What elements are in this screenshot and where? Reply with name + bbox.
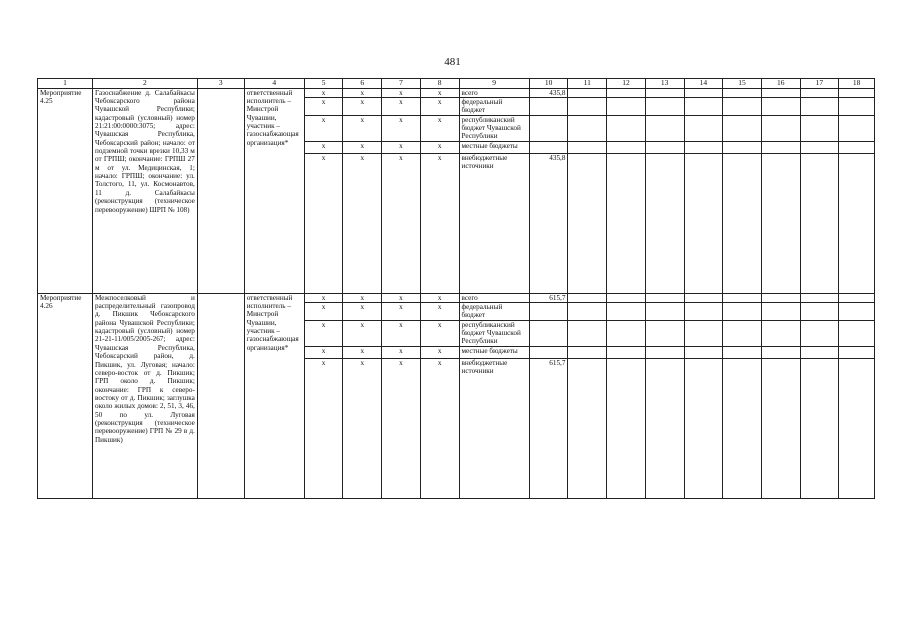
empty-cell	[839, 358, 875, 498]
col-header: 17	[800, 79, 839, 89]
funding-source: местные бюджеты	[459, 141, 529, 153]
empty-cell	[607, 88, 646, 97]
page-number: 481	[444, 56, 461, 68]
marker-cell: x	[304, 346, 343, 358]
empty-cell	[839, 303, 875, 321]
empty-cell	[607, 303, 646, 321]
empty-cell	[568, 141, 607, 153]
empty-cell	[568, 346, 607, 358]
empty-cell	[800, 320, 839, 346]
empty-cell	[839, 115, 875, 141]
col-header: 12	[607, 79, 646, 89]
empty-cell	[839, 346, 875, 358]
empty-cell	[800, 115, 839, 141]
marker-cell: x	[382, 88, 421, 97]
empty-cell	[723, 98, 762, 116]
empty-cell	[568, 293, 607, 302]
empty-cell	[607, 358, 646, 498]
col-header: 3	[197, 79, 244, 89]
marker-cell: x	[420, 358, 459, 498]
funding-source: внебюджетные источники	[459, 153, 529, 293]
funding-amount: 615,7	[529, 358, 568, 498]
empty-cell	[761, 115, 800, 141]
marker-cell: x	[420, 293, 459, 302]
empty-cell	[800, 346, 839, 358]
empty-cell	[684, 346, 723, 358]
empty-cell	[607, 115, 646, 141]
col-header: 16	[761, 79, 800, 89]
col-header: 14	[684, 79, 723, 89]
empty-cell	[684, 88, 723, 97]
col-header: 8	[420, 79, 459, 89]
event-description: Межпоселковый и распределительный газопровод д. Пикшик Чебоксарского района Чувашской Республики; кадастровый (условный) номер 21-21-11/005/2005-267; адрес: Чувашская Республика, Чебоксарский район, д. Пикшик, ул. Луговая; начало: северо-восток от д. Пикшик; ГРП около д. Пикшик; окончание: ГРП к северо-востоку от д. Пикшик; заглушка около жилых домов: 2, 51, 3, 46, 50 по ул. Луговая (реконструкция (техническое перевооружение) ГРП № 29 в д. Пикшик)	[92, 293, 197, 498]
marker-cell: x	[343, 320, 382, 346]
marker-cell: x	[304, 358, 343, 498]
marker-cell: x	[420, 346, 459, 358]
empty-cell	[645, 141, 684, 153]
funding-amount	[529, 141, 568, 153]
empty-cell	[761, 293, 800, 302]
marker-cell: x	[420, 98, 459, 116]
empty-cell	[839, 153, 875, 293]
empty-cell	[684, 358, 723, 498]
col-header: 10	[529, 79, 568, 89]
empty-cell	[645, 358, 684, 498]
marker-cell: x	[343, 293, 382, 302]
col-header: 9	[459, 79, 529, 89]
empty-cell	[839, 141, 875, 153]
empty-cell	[645, 153, 684, 293]
marker-cell: x	[304, 293, 343, 302]
table-row	[38, 88, 875, 97]
empty-cell	[761, 346, 800, 358]
marker-cell: x	[304, 98, 343, 116]
empty-cell	[761, 153, 800, 293]
empty-cell	[839, 320, 875, 346]
empty-cell	[568, 153, 607, 293]
marker-cell: x	[343, 358, 382, 498]
empty-cell	[645, 98, 684, 116]
event-number: Мероприятие 4.26	[38, 293, 93, 498]
empty-cell	[723, 358, 762, 498]
empty-cell	[839, 88, 875, 97]
empty-cell	[568, 320, 607, 346]
empty-cell	[684, 141, 723, 153]
empty-cell	[723, 153, 762, 293]
funding-source: федеральный бюджет	[459, 98, 529, 116]
event-number: Мероприятие 4.25	[38, 88, 93, 293]
marker-cell: x	[343, 303, 382, 321]
table-row	[38, 293, 875, 302]
marker-cell: x	[382, 303, 421, 321]
col-header: 6	[343, 79, 382, 89]
col-header: 4	[244, 79, 304, 89]
empty-cell	[684, 115, 723, 141]
marker-cell: x	[343, 98, 382, 116]
empty-cell	[645, 303, 684, 321]
marker-cell: x	[343, 153, 382, 293]
marker-cell: x	[420, 115, 459, 141]
empty-cell	[800, 303, 839, 321]
funding-amount	[529, 303, 568, 321]
marker-cell: x	[343, 141, 382, 153]
empty-cell	[645, 293, 684, 302]
col-header: 13	[645, 79, 684, 89]
empty-cell	[684, 153, 723, 293]
empty-cell	[568, 115, 607, 141]
empty-cell	[839, 98, 875, 116]
empty-cell	[645, 320, 684, 346]
marker-cell: x	[304, 303, 343, 321]
empty-cell	[568, 358, 607, 498]
empty-cell	[607, 141, 646, 153]
empty-cell	[761, 88, 800, 97]
empty-cell	[723, 115, 762, 141]
empty-cell	[800, 153, 839, 293]
empty-cell	[607, 153, 646, 293]
empty-cell	[607, 293, 646, 302]
empty-cell	[761, 141, 800, 153]
empty-cell	[568, 303, 607, 321]
empty-cell	[723, 293, 762, 302]
marker-cell: x	[382, 346, 421, 358]
marker-cell: x	[420, 153, 459, 293]
col-header: 2	[92, 79, 197, 89]
empty-cell	[761, 98, 800, 116]
marker-cell: x	[420, 88, 459, 97]
empty-cell	[684, 320, 723, 346]
empty-cell	[800, 358, 839, 498]
marker-cell: x	[382, 293, 421, 302]
event-description: Газоснабжение д. Салабайкасы Чебоксарского района Чувашской Республики; кадастровый (условный) номер 21:21:00:0000:3075; адрес: Чувашская Республика, Чебоксарский район; начало: от подземной точки врезки 10,33 м от ГРПШ; окончание: ГРПШ 27 м от ул. Медицинская, 1; начало: ГРПШ; окончание: ул. Толстого, 11, ул. Космонавтов, 11 д. Салабайкасы (реконструкция (техническое перевооружение) ШРП № 108)	[92, 88, 197, 293]
empty-cell	[761, 303, 800, 321]
empty-cell	[761, 320, 800, 346]
funding-amount: 615,7	[529, 293, 568, 302]
col-header: 18	[839, 79, 875, 89]
empty-cell	[723, 88, 762, 97]
funding-amount	[529, 98, 568, 116]
marker-cell: x	[382, 358, 421, 498]
empty-cell	[684, 98, 723, 116]
marker-cell: x	[304, 153, 343, 293]
funding-amount	[529, 115, 568, 141]
empty-cell	[723, 303, 762, 321]
marker-cell: x	[343, 346, 382, 358]
marker-cell: x	[304, 141, 343, 153]
empty-cell	[723, 141, 762, 153]
empty-cell	[568, 88, 607, 97]
empty-cell	[197, 293, 244, 498]
funding-amount: 435,8	[529, 153, 568, 293]
funding-source: всего	[459, 88, 529, 97]
marker-cell: x	[304, 88, 343, 97]
empty-cell	[723, 346, 762, 358]
event-responsible: ответственный исполнитель – Минстрой Чувашии, участник – газоснабжающая организация*	[244, 88, 304, 293]
empty-cell	[761, 358, 800, 498]
empty-cell	[839, 293, 875, 302]
empty-cell	[607, 346, 646, 358]
empty-cell	[684, 293, 723, 302]
funding-source: внебюджетные источники	[459, 358, 529, 498]
empty-cell	[800, 293, 839, 302]
col-header: 1	[38, 79, 93, 89]
empty-cell	[197, 88, 244, 293]
funding-source: местные бюджеты	[459, 346, 529, 358]
column-number-row	[38, 79, 875, 89]
event-responsible: ответственный исполнитель – Минстрой Чувашии, участник – газоснабжающая организация*	[244, 293, 304, 498]
empty-cell	[645, 346, 684, 358]
marker-cell: x	[304, 115, 343, 141]
marker-cell: x	[304, 320, 343, 346]
funding-amount: 435,8	[529, 88, 568, 97]
empty-cell	[684, 303, 723, 321]
empty-cell	[800, 88, 839, 97]
marker-cell: x	[382, 153, 421, 293]
marker-cell: x	[382, 115, 421, 141]
empty-cell	[607, 98, 646, 116]
funding-amount	[529, 346, 568, 358]
marker-cell: x	[343, 115, 382, 141]
empty-cell	[607, 320, 646, 346]
funding-source: всего	[459, 293, 529, 302]
marker-cell: x	[420, 141, 459, 153]
empty-cell	[645, 115, 684, 141]
empty-cell	[800, 141, 839, 153]
empty-cell	[723, 320, 762, 346]
marker-cell: x	[420, 303, 459, 321]
empty-cell	[568, 98, 607, 116]
col-header: 11	[568, 79, 607, 89]
marker-cell: x	[343, 88, 382, 97]
col-header: 7	[382, 79, 421, 89]
funding-amount	[529, 320, 568, 346]
col-header: 5	[304, 79, 343, 89]
funding-source: федеральный бюджет	[459, 303, 529, 321]
marker-cell: x	[420, 320, 459, 346]
empty-cell	[800, 98, 839, 116]
funding-source: республиканский бюджет Чувашской Республики	[459, 320, 529, 346]
funding-source: республиканский бюджет Чувашской Республики	[459, 115, 529, 141]
marker-cell: x	[382, 320, 421, 346]
program-table	[37, 78, 875, 499]
marker-cell: x	[382, 98, 421, 116]
empty-cell	[645, 88, 684, 97]
col-header: 15	[723, 79, 762, 89]
marker-cell: x	[382, 141, 421, 153]
